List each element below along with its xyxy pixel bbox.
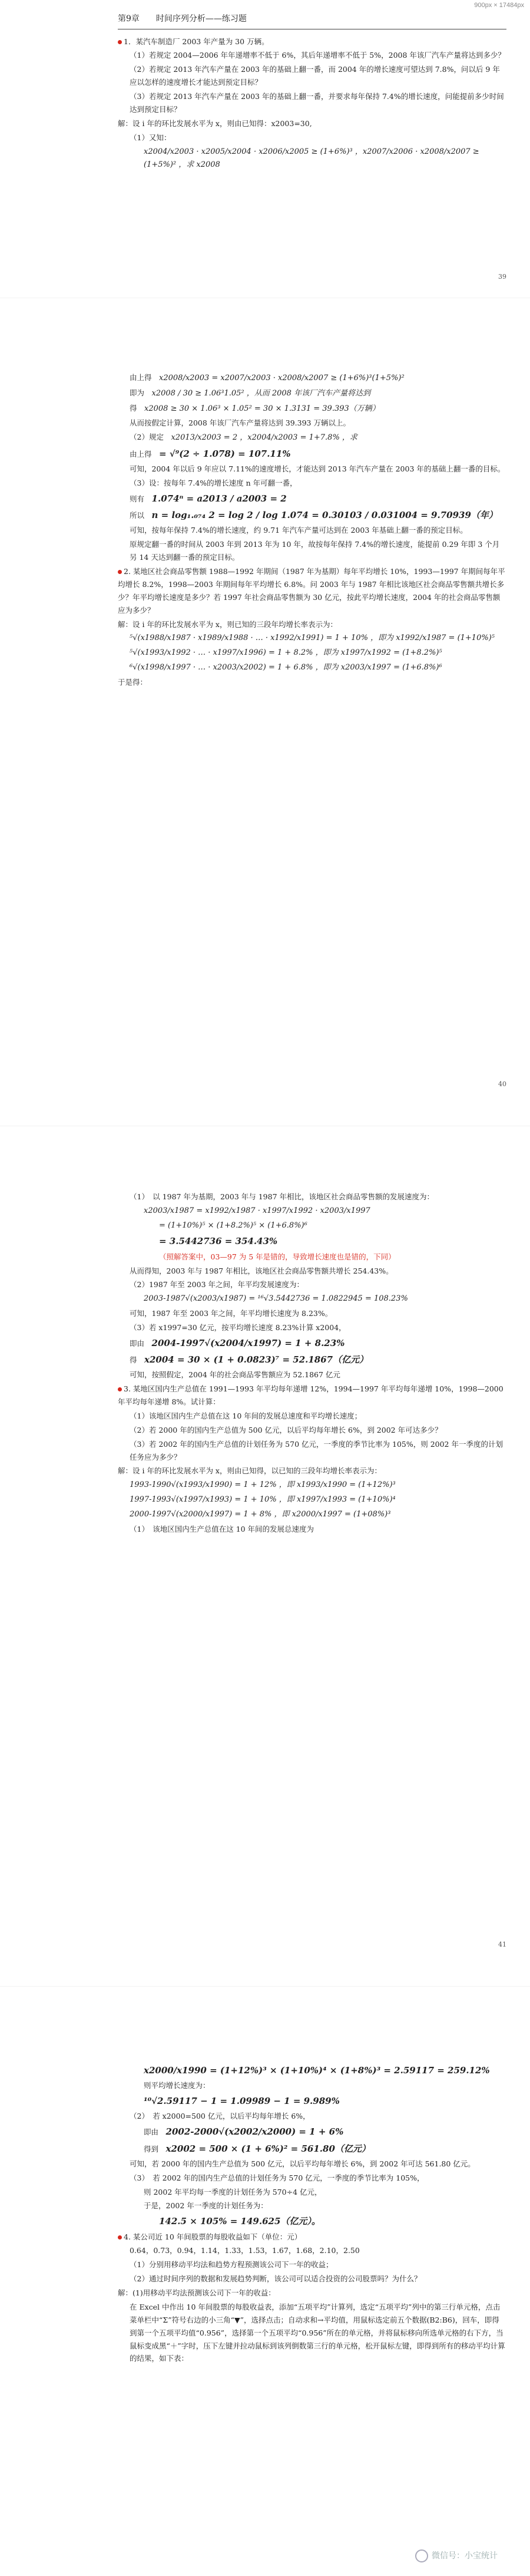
bullet-icon bbox=[118, 40, 122, 44]
equation-row: 即由 2002-2000√(x2002/x2000) = 1 + 6% bbox=[144, 2126, 344, 2138]
text-line: 原规定翻一番的时间从 2003 年到 2013 年为 10 年，故按每年保持 7.4%的增长速度，能提前 0.29 年即 3 个月另 14 天达到翻一番的预定目标。 bbox=[130, 540, 500, 562]
question-3-part-3: （3）若 2002 年的国内生产总值的计划任务为 570 亿元，一季度的季节比率为 105%，则 2002 年一季度的计划任务应为多少？ bbox=[130, 1439, 503, 1462]
question-4-data: 0.64，0.73，0.94，1.14，1.33，1.53，1.67，1.68，2.10，2.50 bbox=[130, 2246, 360, 2255]
page-number: 40 bbox=[498, 1080, 506, 1088]
question-4: 4. 某公司近 10 年间股票的每股收益如下（单位：元） bbox=[118, 2231, 506, 2244]
solution-intro: 解：设 i 年的环比发展水平为 x，则已知的三段年均增长率表示为： bbox=[118, 619, 337, 629]
watermark: 微信号：小宝统计 bbox=[415, 2549, 521, 2567]
text-line: （1） 以 1987 年为基期，2003 年与 1987 年相比，该地区社会商品零售额的发展速度为： bbox=[130, 1192, 435, 1201]
chapter-header: 第9章 时间序列分析——练习题 bbox=[118, 12, 506, 29]
equation-row: = (1+10%)⁵ × (1+8.2%)⁵ × (1+6.8%)⁶ bbox=[159, 1221, 307, 1230]
equation-row: ¹⁰√2.59117 − 1 = 1.09989 − 1 = 9.989% bbox=[144, 2096, 340, 2107]
document-page-1 bbox=[118, 12, 506, 289]
text-line: （1） 该地区国内生产总值在这 10 年间的发展总速度为 bbox=[130, 1524, 314, 1533]
equation-row: x2000/x1990 = (1+12%)³ × (1+10%)⁴ × (1+8%)³ = 2.59117 = 259.12% bbox=[144, 2065, 490, 2076]
text-line: 则平均增长速度为： bbox=[144, 2081, 210, 2090]
text-line: 可知，2004 年以后 9 年应以 7.11%的速度增长，才能达到 2013 年汽车产量在 2003 年的基础上翻一番的目标。 bbox=[130, 464, 505, 474]
annotation-note: （照解答案中，03—97 为 5 年是错的，导致增长速度也是错的，下同） bbox=[159, 1252, 396, 1261]
bullet-icon bbox=[118, 570, 122, 574]
page-number: 39 bbox=[498, 273, 506, 281]
text-line: 从而按假定计算，2008 年该厂汽车产量将达到 39.393 万辆以上。 bbox=[130, 418, 350, 428]
equation-row: 1993-1990√(x1993/x1990) = 1 + 12% ，即 x1993/x1990 = (1+12%)³ bbox=[130, 1480, 396, 1490]
equation-row: 由上得 x2008/x2003 = x2007/x2003 · x2008/x2007 ≥ (1+6%)³(1+5%)² bbox=[130, 373, 405, 382]
equation-row: 得 x2004 = 30 × (1 + 0.0823)⁷ = 52.1867（亿元） bbox=[130, 1354, 369, 1365]
text-line: （2） 若 x2000=500 亿元，以后平均每年增长 6%， bbox=[130, 2112, 310, 2121]
question-3-part-1: （1）该地区国内生产总值在这 10 年间的发展总速度和平均增长速度； bbox=[130, 1411, 362, 1420]
solution-intro: 解：设 i 年的环比发展水平为 x，则由已知得：x2003=30, bbox=[118, 118, 312, 128]
solution-part-1-label: （1）又知： bbox=[130, 133, 171, 142]
text-line: 可知，1987 年至 2003 年之间，年平均增长速度为 8.23%。 bbox=[130, 1309, 333, 1318]
text-line: 可知，按每年保持 7.4%的增长速度，约 9.71 年汽车产量可达到在 2003 年基础上翻一番的预定目标。 bbox=[130, 526, 468, 535]
text-line: （3）若 x1997=30 亿元，按平均增长速度 8.23%计算 x2004， bbox=[130, 1322, 346, 1332]
question-1: 1．某汽车制造厂 2003 年产量为 30 万辆。 bbox=[118, 35, 506, 48]
text-line: 从而得知，2003 年与 1987 年相比，该地区社会商品零售额共增长 254.43%。 bbox=[130, 1266, 393, 1275]
question-4-part-2: （2）通过时间序列的数据和发展趋势判断，该公司可以适合投资的公司股票吗？为什么？ bbox=[130, 2274, 422, 2284]
text-line: 于是得： bbox=[118, 677, 148, 687]
text-line: 解：(1)用移动平均法预测该公司下一年的收益： bbox=[118, 2288, 276, 2297]
equation-row: 2003-1987√(x2003/x1987) = ¹⁶√3.5442736 = 1.0822945 = 108.23% bbox=[144, 1294, 408, 1304]
equation-row: 所以 n = log₁.₀₇₄ 2 = log 2 / log 1.074 = 0.30103 / 0.031004 = 9.70939（年） bbox=[130, 510, 498, 521]
text-line: （3）设：按每年 7.4%的增长速度 n 年可翻一番， bbox=[130, 479, 297, 487]
equation-row: （2）规定 x2013/x2003 = 2 ，x2004/x2003 = 1+7.8% ，求 bbox=[130, 433, 357, 443]
text-line: 于是，2002 年一季度的计划任务为： bbox=[144, 2201, 268, 2211]
equation-row: = 3.5442736 = 354.43% bbox=[159, 1236, 278, 1247]
solution-part-1-equation: x2004/x2003 · x2005/x2004 · x2006/x2005 ≥ (1+6%)³ ，x2007/x2006 · x2008/x2007 ≥ (1+5%)² ，求 x2008 bbox=[144, 147, 479, 170]
document-page-2 bbox=[118, 371, 506, 1096]
equation-row: 即由 2004-1997√(x2004/x1997) = 1 + 8.23% bbox=[130, 1337, 345, 1348]
question-3: 3. 某地区国内生产总值在 1991—1993 年平均每年递增 12%，1994—1997 年平均每年递增 10%，1998—2000 年平均每年递增 8%。试计算： bbox=[118, 1384, 504, 1406]
equation-row: 得到 x2002 = 500 × (1 + 6%)² = 561.80（亿元） bbox=[144, 2143, 370, 2154]
question-1-part-1: （1）若规定 2004—2006 年年递增率不低于 6%，其后年递增率不低于 5%，2008 年该厂汽车产量将达到多少？ bbox=[130, 51, 505, 60]
question-4-part-1: （1）分别用移动平均法和趋势方程预测该公司下一年的收益； bbox=[130, 2260, 333, 2270]
equation-row: 则有 1.074ⁿ = a2013 / a2003 = 2 bbox=[130, 493, 287, 504]
equation-row: 即为 x2008 / 30 ≥ 1.06³1.05² ，从而 2008 年该厂汽车产量将达到 bbox=[130, 388, 371, 398]
text-line: （3） 若 2002 年的国内生产总值的计划任务为 570 亿元，一季度的季节比率为 105%， bbox=[130, 2173, 425, 2182]
document-page-4 bbox=[118, 2063, 506, 2570]
text-line: 可知，若 2000 年的国内生产总值为 500 亿元，以后平均每年增长 6%，到 2002 年可达 561.80 亿元。 bbox=[130, 2159, 475, 2168]
bullet-icon bbox=[118, 1387, 122, 1391]
text-line: 则 2002 年平均每一季度的计划任务为 570÷4 亿元， bbox=[144, 2187, 322, 2196]
question-2: 2. 某地区社会商品零售额 1988—1992 年期间（1987 年为基期）每年平均增长 10%，1993—1997 年期间每年平均增长 8.2%，1998—2003 年期间每年平均增长 6.8%。问 2003 年与 1987 年相比该地区社会商品零售额共增长多少？年平均增长速度是多少？若 1997 年社会商品零售额为 30 亿元，按此平均增长速度，2004 年的社会商品零售额应为多少？ bbox=[118, 567, 505, 615]
image-size-label: 900px × 17484px bbox=[474, 2, 524, 9]
equation-row: ⁵√(x1988/x1987 · x1989/x1988 · … · x1992/x1991) = 1 + 10% ，即为 x1992/x1987 = (1+10%)⁵ bbox=[130, 634, 495, 643]
equation-row: x2003/x1987 = x1992/x1987 · x1997/x1992 · x2003/x1997 bbox=[144, 1206, 370, 1215]
equation-row: ⁶√(x1998/x1997 · … · x2003/x2002) = 1 + 6.8% ，即为 x2003/x1997 = (1+6.8%)⁶ bbox=[130, 662, 442, 672]
page-divider bbox=[0, 1986, 530, 1987]
solution-intro: 解：设 i 年的环比发展水平为 x，则由已知得，以已知的三段年均增长率表示为： bbox=[118, 1466, 382, 1476]
question-1-part-3: （3）若规定 2013 年汽车产量在 2003 年的基础上翻一番，并要求每年保持 7.4%的增长速度，问能提前多少时间达到预定目标？ bbox=[130, 92, 504, 114]
equation-row: 142.5 × 105% = 149.625（亿元）。 bbox=[159, 2216, 320, 2227]
equation-row: 2000-1997√(x2000/x1997) = 1 + 8% ，即 x2000/x1997 = (1+08%)³ bbox=[130, 1509, 391, 1519]
viewer-topbar bbox=[0, 0, 530, 13]
text-line: 在 Excel 中作出 10 年间股票的每股收益表，添加“五项平均”计算列，选定“五项平均”列中的第三行单元格，点击菜单栏中“Σ”符号右边的小三角“▼”，选择点击；自动求和→平均值，用鼠标选定前五个数据(B2:B6)，回车，即得到第一个五项平均值“0.956”，选择第一个五项平均“0.956”所在的单元格，并将鼠标移向所选单元格的右下方，当鼠标变成黑“＋”字时，压下左键并拉动鼠标到该列倒数第三行的单元格，松开鼠标左键，即得到所有的移动平均计算的结果，如下表： bbox=[130, 2302, 505, 2363]
bullet-icon bbox=[118, 2235, 122, 2239]
question-3-part-2: （2）若 2000 年的国内生产总值为 500 亿元，以后平均每年增长 6%，到 2002 年可达多少？ bbox=[130, 1425, 442, 1434]
equation-row: 得 x2008 ≥ 30 × 1.06³ × 1.05² = 30 × 1.3131 = 39.393（万辆） bbox=[130, 403, 380, 413]
page-number: 41 bbox=[498, 1941, 506, 1948]
equation-row: 1997-1993√(x1997/x1993) = 1 + 10% ，即 x1997/x1993 = (1+10%)⁴ bbox=[130, 1495, 396, 1504]
text-line: （2）1987 年至 2003 年之间，年平均发展速度为： bbox=[130, 1280, 304, 1289]
document-page-3 bbox=[118, 1190, 506, 1957]
question-1-part-2: （2）若规定 2013 年汽车产量在 2003 年的基础上翻一番，而 2004 年的增长速度可望达到 7.8%，问以后 9 年应以怎样的速度增长才能达到预定目标？ bbox=[130, 65, 500, 87]
text-line: 可知，按照假定，2004 年的社会商品零售额应为 52.1867 亿元 bbox=[130, 1370, 340, 1380]
wechat-logo-icon bbox=[415, 2549, 428, 2562]
equation-row: ⁵√(x1993/x1992 · … · x1997/x1996) = 1 + 8.2% ，即为 x1997/x1992 = (1+8.2%)⁵ bbox=[130, 648, 442, 658]
equation-row: 由上得 = √⁹(2 ÷ 1.078) = 107.11% bbox=[130, 448, 291, 459]
